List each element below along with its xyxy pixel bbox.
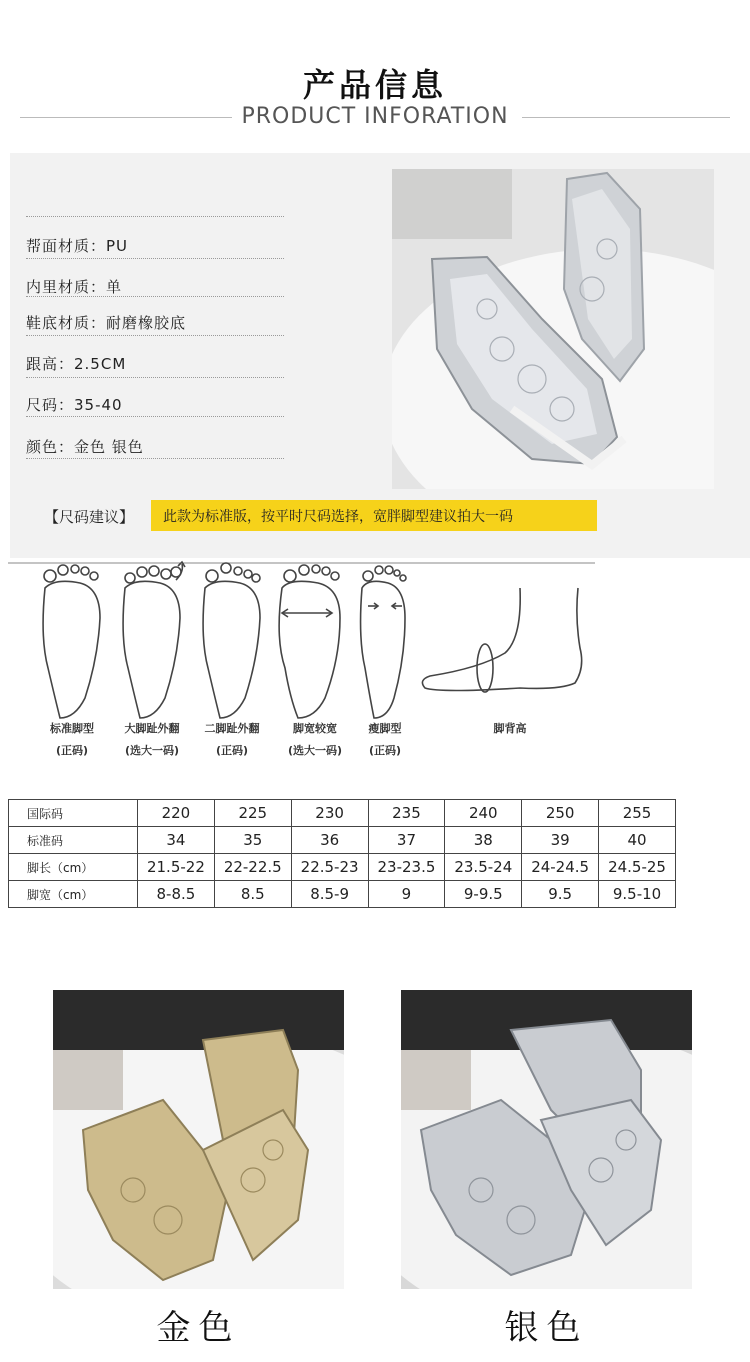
product-photo [392, 169, 714, 489]
row-header: 国际码 [9, 800, 138, 827]
row-header: 标准码 [9, 827, 138, 854]
foot-type-advice: (正码) [368, 744, 402, 757]
silver-color-label: 银色 [504, 1308, 589, 1348]
foot-type-name: 脚背高 [493, 722, 527, 735]
table-cell: 23.5-24 [445, 854, 522, 881]
foot-type-advice: (正码) [55, 744, 89, 757]
table-cell: 225 [214, 800, 291, 827]
size-table [8, 799, 676, 908]
table-cell: 240 [445, 800, 522, 827]
table-cell: 39 [522, 827, 599, 854]
table-cell: 220 [138, 800, 215, 827]
table-cell: 23-23.5 [368, 854, 445, 881]
foot-shape-chart [0, 558, 750, 768]
table-cell: 9 [368, 881, 445, 908]
foot-type-advice: (正码) [215, 744, 249, 757]
spec-sole-material: 鞋底材质：耐磨橡胶底 [26, 314, 187, 332]
table-cell: 40 [599, 827, 676, 854]
table-cell: 24.5-25 [599, 854, 676, 881]
spec-lining-material: 内里材质：单 [26, 278, 123, 296]
spec-divider [26, 377, 284, 378]
table-cell: 24-24.5 [522, 854, 599, 881]
foot-type-advice: (选大一码) [124, 744, 180, 757]
table-cell: 9-9.5 [445, 881, 522, 908]
spec-divider [26, 216, 284, 217]
table-row [9, 881, 676, 908]
spec-colors: 颜色：金色 银色 [26, 438, 144, 456]
table-row [9, 827, 676, 854]
table-cell: 8.5 [214, 881, 291, 908]
gold-variant-photo [53, 990, 344, 1289]
table-row [9, 800, 676, 827]
table-cell: 9.5 [522, 881, 599, 908]
spec-divider [26, 416, 284, 417]
spec-divider [26, 335, 284, 336]
table-cell: 9.5-10 [599, 881, 676, 908]
table-cell: 8.5-9 [291, 881, 368, 908]
table-row [9, 854, 676, 881]
table-cell: 38 [445, 827, 522, 854]
size-advice-text: 此款为标准版，按平时尺码选择，宽胖脚型建议拍大一码 [163, 509, 513, 525]
table-cell: 235 [368, 800, 445, 827]
foot-type-name: 大脚趾外翻 [124, 722, 180, 735]
page-title: 产品信息 [302, 66, 447, 104]
foot-type-name: 脚宽较宽 [293, 722, 337, 735]
table-cell: 8-8.5 [138, 881, 215, 908]
table-cell: 22.5-23 [291, 854, 368, 881]
foot-type-name: 标准脚型 [50, 722, 94, 735]
table-cell: 230 [291, 800, 368, 827]
row-header: 脚宽（cm） [9, 881, 138, 908]
spec-divider [26, 296, 284, 297]
table-cell: 250 [522, 800, 599, 827]
table-cell: 255 [599, 800, 676, 827]
table-cell: 35 [214, 827, 291, 854]
table-cell: 21.5-22 [138, 854, 215, 881]
table-cell: 22-22.5 [214, 854, 291, 881]
page-subtitle: PRODUCT INFORATION [241, 104, 509, 129]
table-cell: 37 [368, 827, 445, 854]
size-advice-tag: 【尺码建议】 [44, 508, 135, 526]
spec-divider [26, 458, 284, 459]
foot-type-name: 瘦脚型 [368, 722, 402, 735]
foot-type-advice: (选大一码) [287, 744, 343, 757]
spec-size-range: 尺码：35-40 [26, 396, 123, 414]
row-header: 脚长（cm） [9, 854, 138, 881]
spec-upper-material: 帮面材质：PU [26, 237, 129, 255]
table-cell: 36 [291, 827, 368, 854]
spec-divider [26, 258, 284, 259]
foot-type-name: 二脚趾外翻 [204, 722, 260, 735]
gold-color-label: 金色 [156, 1308, 241, 1348]
silver-variant-photo [401, 990, 692, 1289]
spec-heel-height: 跟高：2.5CM [26, 355, 127, 373]
table-cell: 34 [138, 827, 215, 854]
